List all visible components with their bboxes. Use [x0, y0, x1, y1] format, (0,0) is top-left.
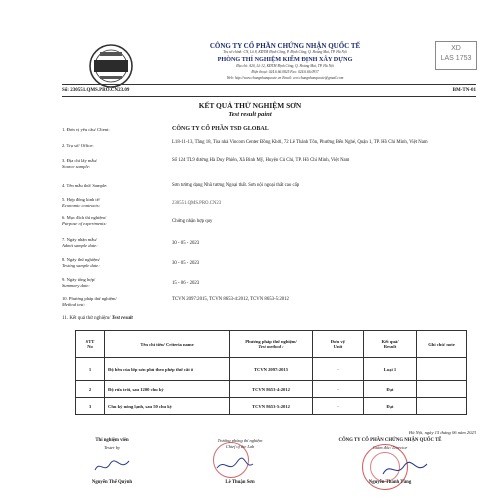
issue-date: Hà Nội, ngày 15 tháng 06 năm 2023 — [408, 430, 476, 435]
tester-subtitle: Tester by — [104, 445, 120, 450]
field-summary-date-value: 15 - 06 - 2023 — [172, 281, 200, 286]
field-purpose-value: Chứng nhận hợp quy — [172, 219, 213, 224]
table-row: 3 Chu kỳ nóng lạnh, sau 50 chu kỳ TCVN 8653-5:2012 - Đạt — [76, 398, 467, 415]
field-sample-label: 4. Tên mẫu thử/ Sample: — [62, 183, 108, 188]
divider-top — [62, 84, 476, 85]
cert-logo — [88, 43, 134, 89]
lab-name: PHÒNG THÍ NGHIỆM KIỂM ĐỊNH XÂY DỰNG — [217, 56, 353, 63]
field-client-value: CÔNG TY CỔ PHẦN TSD GLOBAL — [172, 126, 269, 132]
col-criteria: Tên chỉ tiêu/ Criteria name — [105, 331, 230, 358]
contact-line: Điện thoại: 024.6.66.0825 Fax: 024.6.66.0937 — [251, 70, 319, 74]
field-source-label: 3. Địa chỉ lấy mẫu/ Source sample: — [62, 158, 98, 169]
table-row: 2 Độ rửa trôi, sau 1200 chu kỳ TCVN 8653-4:2012 - Đạt — [76, 381, 467, 398]
lab-head-signature — [215, 456, 255, 476]
results-table — [75, 330, 467, 415]
field-office-label: 2. Trụ sở/ Office: — [62, 143, 94, 148]
field-summary-date-label: 9. Ngày tổng hợp/ Summary date: — [62, 277, 96, 288]
document-number: Số: 230551.QMS.PRO.CN23.09 — [62, 88, 130, 93]
divider-bottom — [62, 96, 476, 97]
tester-name: Nguyễn Thế Quỳnh — [91, 480, 133, 485]
field-purpose-label: 6. Mục đích thí nghiệm/ Purpose of experiments: — [62, 215, 107, 226]
results-heading: 11. Kết quả thử nghiệm/ Test result — [62, 316, 133, 321]
field-testing-date-label: 8. Ngày thử nghiệm/ Testing sample date: — [62, 257, 100, 268]
col-result: Kết quả/ Result — [364, 331, 417, 358]
field-method-value: TCVN 2097:2015, TCVN 8653-4:2012, TCVN 8653-5:2012 — [172, 297, 289, 302]
badge-bottom: LAS 1753 — [440, 55, 472, 62]
form-code: BM-TN-01 — [452, 88, 476, 93]
web-line: Web: http://www.chungnhanquocte.vn Email: cert.chungnhanquocte@gmail.com — [226, 76, 344, 80]
company-name: CÔNG TY CỔ PHẦN CHỨNG NHẬN QUỐC TẾ — [209, 42, 361, 50]
director-name: Nguyễn Thanh Tùng — [368, 480, 412, 485]
director-signature — [380, 458, 430, 480]
field-testing-date-value: 30 - 05 - 2023 — [172, 261, 200, 266]
lab-head-subtitle: Chief of the Lab — [225, 444, 255, 449]
col-stt: STT No — [76, 331, 105, 358]
field-contract-value: 230551.QMS.PRO.CN23 — [172, 201, 222, 206]
col-method: Phương pháp thử nghiệm/ Test method : — [230, 331, 313, 358]
lab-head-title: Trưởng phòng thí nghiệm — [217, 438, 263, 443]
col-note: Ghi chú/ note — [417, 331, 467, 358]
director-title: Giám đốc/ Director — [372, 445, 408, 450]
document-title: KẾT QUẢ THỬ NGHIỆM SƠN — [198, 101, 302, 110]
field-source-value: Số 124 TL9 đường Hà Duy Phiên, Xã Bình Mỹ, Huyện Củ Chi, TP. Hồ Chí Minh, Việt Nam — [172, 158, 350, 163]
document-subtitle: Test result paint — [228, 111, 272, 118]
field-sample-value: Sơn tường dạng Nhũ tương Ngoại thất. Sơn nội ngoại thất cao cấp — [172, 183, 300, 188]
field-method-label: 10. Phương pháp thử nghiệm/ Method test: — [62, 296, 117, 307]
badge-top: XD — [451, 45, 461, 52]
table-row: 1 Độ bền của lớp sơn phủ theo phép thử cắt ô TCVN 2097:2015 - Loại 1 — [76, 358, 467, 381]
table-header-row — [76, 331, 467, 358]
tester-signature — [92, 456, 132, 476]
field-client-label: 1. Đơn vị yêu cầu/ Client: — [62, 127, 110, 132]
accreditation-badge — [435, 41, 477, 70]
field-admit-date-value: 30 - 05 - 2023 — [172, 241, 200, 246]
tester-title: Thí nghiệm viên — [95, 438, 129, 443]
field-admit-date-label: 7. Ngày nhận mẫu/ Admit sample date: — [62, 237, 98, 248]
col-unit: Đơn vị/ Unit — [313, 331, 364, 358]
company-address: Trụ sở chính: CN, Lô 8, KĐTM Định Công, P. Định Công, Q. Hoàng Mai, TP. Hà Nội — [223, 50, 347, 54]
field-office-value: L18-11-13, Tầng 18, Tòa nhà Vincom Center Đồng Khởi, 72 Lê Thánh Tôn, Phường Bến Nghé, Quận 1, TP. Hồ Chí Minh, Việt Nam — [172, 140, 428, 145]
field-contract-label: 5. Hợp đồng kinh tế/ Economic contracts: — [62, 197, 101, 208]
company-sign-title: CÔNG TY CỔ PHẦN CHỨNG NHẬN QUỐC TẾ — [338, 438, 442, 443]
lab-head-name: Lê Thuận Sơn — [225, 480, 255, 485]
lab-address: Địa chỉ: A20, Lô 12, KĐTM Định Công, Q. Hoàng Mai, TP. Hà Nội — [236, 64, 334, 68]
